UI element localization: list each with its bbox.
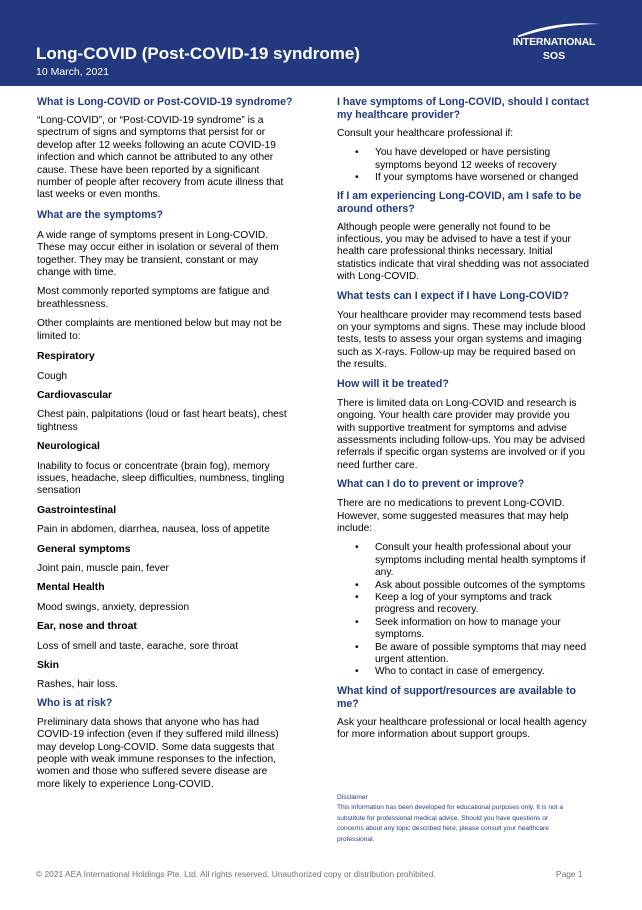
page-title: Long-COVID (Post-COVID-19 syndrome) xyxy=(36,44,360,63)
section-title-prevent: What can I do to prevent or improve? xyxy=(337,478,525,491)
common-symptoms-paragraph: Most commonly reported symptoms are fatigue and breathlessness. xyxy=(37,286,270,310)
contact-intro: Consult your healthcare professional if: xyxy=(337,128,514,139)
treatment-paragraph: There is limited data on Long-COVID and research is ongoing. Your health care provider may provide you with supportive treatment for symptoms and advise assessments including follow-ups. You may be advised referrals if specific organ systems are involved or if you need further care. xyxy=(337,397,586,471)
list-item: • Keep a log of your symptoms and track progress and recovery. xyxy=(337,592,607,617)
what-is-paragraph: “Long-COVID”, or “Post-COVID-19 syndrome” is a spectrum of signs and symptoms that persist for or develop after 12 weeks following an acute COVID-19 infection and which cannot be attributed to any other cause. These have been reported by a significant number of people after recovery from acute illness that last weeks or even months. xyxy=(37,115,284,201)
contact-bullet-list xyxy=(337,147,607,184)
category-general: General symptoms xyxy=(37,543,131,555)
category-neurological: Neurological xyxy=(37,441,100,453)
support-paragraph: Ask your healthcare professional or local health agency for more information about support groups. xyxy=(337,716,587,741)
category-ent-text: Loss of smell and taste, earache, sore throat xyxy=(37,640,239,652)
category-neurological-text: Inability to focus or concentrate (brain fog), memory issues, headache, sleep difficulties, numbness, tingling sensation xyxy=(37,460,285,497)
category-gastrointestinal-text: Pain in abdomen, diarrhea, nausea, loss of appetite xyxy=(37,524,270,536)
list-item: • Be aware of possible symptoms that may need urgent attention. xyxy=(337,642,607,667)
section-title-what-is: What is Long-COVID or Post-COVID-19 syndrome? xyxy=(37,96,293,108)
other-complaints-paragraph: Other complaints are mentioned below but may not be limited to: xyxy=(37,318,282,342)
prevent-paragraph: There are no medications to prevent Long-COVID. However, some suggested measures that may help include: xyxy=(337,498,569,534)
category-cardiovascular-text: Chest pain, palpitations (loud or fast heart beats), chest tightness xyxy=(37,409,287,433)
page-date: 10 March, 2021 xyxy=(36,66,109,78)
disclaimer xyxy=(337,793,592,845)
category-ent: Ear, nose and throat xyxy=(37,621,137,633)
section-title-risk: Who is at risk? xyxy=(37,696,113,709)
category-mental-health: Mental Health xyxy=(37,582,105,594)
disclaimer-line: professional. xyxy=(337,835,375,843)
safe-paragraph: Although people were generally not found to be infectious, you may be advised to have a test if your health care professional thinks necessary. Initial statistics indicate that viral shedding was not associated with Long-COVID. xyxy=(337,221,589,283)
category-mental-health-text: Mood swings, anxiety, depression xyxy=(37,601,190,613)
page-number: Page 1 xyxy=(556,869,583,879)
international-sos-logo xyxy=(505,18,605,72)
category-respiratory-text: Cough xyxy=(37,370,68,382)
section-title-contact-provider: I have symptoms of Long-COVID, should I contact my healthcare provider? xyxy=(337,96,589,121)
disclaimer-line: This information has been developed for educational purposes only. It is not a xyxy=(337,804,564,812)
section-title-tests: What tests can I expect if I have Long-COVID? xyxy=(337,289,569,302)
logo-line-2: SOS xyxy=(542,50,566,62)
section-title-treatment: How will it be treated? xyxy=(337,377,449,390)
section-title-support: What kind of support/resources are available to me? xyxy=(337,684,577,710)
prevent-bullet-list xyxy=(337,542,607,678)
disclaimer-line: concerns about any topic described here, please consult your healthcare xyxy=(337,825,549,833)
risk-paragraph: Preliminary data shows that anyone who has had COVID-19 infection (even if they suffered mild illness) may develop Long-COVID. Some data suggests that people with weak immune responses to the infection, women and those who suffered severe disease are more likely to experience Long-COVID. xyxy=(37,716,279,790)
category-gastrointestinal: Gastrointestinal xyxy=(37,504,117,516)
tests-paragraph: Your healthcare provider may recommend tests based on your symptoms and signs. These may include blood tests, tests to assess your organ systems and imaging such as X-rays. Follow-up may be required based on the results. xyxy=(337,309,586,371)
symptoms-intro-paragraph: A wide range of symptoms present in Long-COVID. These may occur either in isolation or several of them together. They may be transient, constant or may change with time. xyxy=(37,229,279,279)
category-skin-text: Rashes, hair loss. xyxy=(37,679,118,691)
section-title-safe-around-others: If I am experiencing Long-COVID, am I safe to be around others? xyxy=(337,189,582,215)
list-item: • You have developed or have persisting symptoms beyond 12 weeks of recovery xyxy=(337,147,607,172)
disclaimer-heading: Disclaimer xyxy=(337,794,368,801)
category-skin: Skin xyxy=(37,660,59,671)
category-respiratory: Respiratory xyxy=(37,351,95,363)
list-item: • Ask about possible outcomes of the symptoms xyxy=(337,580,607,592)
left-column xyxy=(37,96,309,791)
list-item: • If your symptoms have worsened or changed xyxy=(337,172,607,184)
category-cardiovascular: Cardiovascular xyxy=(37,389,113,401)
list-item: • Who to contact in case of emergency. xyxy=(337,666,607,678)
right-column xyxy=(337,96,607,742)
list-item: • Seek information on how to manage your symptoms. xyxy=(337,617,607,642)
logo-line-1: INTERNATIONAL xyxy=(512,36,596,48)
page-header xyxy=(0,0,642,86)
logo-swoosh-icon xyxy=(505,18,605,38)
list-item: • Consult your health professional about your symptoms including mental health symptoms if any. xyxy=(337,542,607,579)
disclaimer-line: substitute for professional medical advice. Should you have questions or xyxy=(337,814,549,822)
footer-copyright: © 2021 AEA International Holdings Pte. Ltd. All rights reserved. Unauthorized copy or distribution prohibited. xyxy=(36,869,436,879)
section-title-symptoms: What are the symptoms? xyxy=(37,208,163,221)
category-general-text: Joint pain, muscle pain, fever xyxy=(37,562,169,574)
